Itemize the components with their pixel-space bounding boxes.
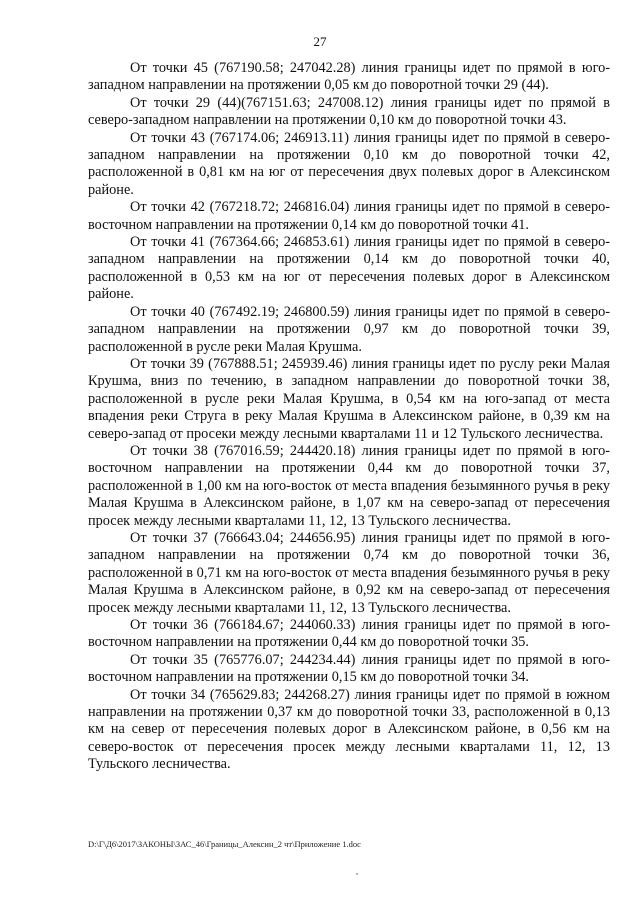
paragraph-point-35: От точки 35 (765776.07; 244234.44) линия границы идет по прямой в юго-восточном направлении на протяжении 0,15 км до поворотной точки 34. (88, 651, 610, 686)
page-number: 27 (313, 34, 327, 49)
paragraph-point-29: От точки 29 (44)(767151.63; 247008.12) линия границы идет по прямой в северо-западном направлении на протяжении 0,10 км до поворотной точки 43. (88, 94, 610, 129)
scan-speck (356, 873, 358, 875)
paragraph-point-40: От точки 40 (767492.19; 246800.59) линия границы идет по прямой в северо-западном направлении на протяжении 0,97 км до поворотной точки 39, расположенной в русле реки Малая Крушма. (88, 303, 610, 355)
paragraph-point-38: От точки 38 (767016.59; 244420.18) линия границы идет по прямой в юго-восточном направлении на протяжении 0,44 км до поворотной точки 37, расположенной в 1,00 км на юго-восток от места впадения безымянного ручья в реку Малая Крушма в Алексинском районе, в 1,07 км на северо-запад от пересечения просек между лесными кварталами 11, 12, 13 Тульского лесничества. (88, 442, 610, 529)
paragraph-point-37: От точки 37 (766643.04; 244656.95) линия границы идет по прямой в юго-западном направлении на протяжении 0,74 км до поворотной точки 36, расположенной в 0,71 км на юго-восток от места впадения безымянного ручья в реку Малая Крушма в Алексинском районе, в 0,92 км на северо-запад от пересечения просек между лесными кварталами 11, 12, 13 Тульского лесничества. (88, 529, 610, 616)
paragraph-point-39: От точки 39 (767888.51; 245939.46) линия границы идет по руслу реки Малая Крушма, вниз по течению, в западном направлении до поворотной точки 38, расположенной в русле реки Малая Крушма, в 0,54 км на юго-запад от места впадения реки Струга в реку Малая Крушма в Алексинском районе, в 0,39 км на северо-запад от просеки между лесными кварталами 11 и 12 Тульского лесничества. (88, 355, 610, 442)
paragraph-point-36: От точки 36 (766184.67; 244060.33) линия границы идет по прямой в юго-восточном направлении на протяжении 0,44 км до поворотной точки 35. (88, 617, 610, 651)
paragraph-point-41: От точки 41 (767364.66; 246853.61) линия границы идет по прямой в северо-западном направлении на протяжении 0,14 км до поворотной точки 40, расположенной в 0,53 км на юг от пересечения полевых дорог в Алексинском районе. (88, 234, 610, 303)
file-path-footer: D:\Г\Д6\2017\ЗАКОНЫ\ЗАС_46\Границы_Алексин_2 чт\Приложение 1.doc (88, 839, 361, 849)
document-body (88, 60, 610, 774)
paragraph-point-43: От точки 43 (767174.06; 246913.11) линия границы идет по прямой в северо-западном направлении на протяжении 0,10 км до поворотной точки 42, расположенной в 0,81 км на юг от пересечения двух полевых дорог в Алексинском районе. (88, 129, 610, 198)
paragraph-point-45: От точки 45 (767190.58; 247042.28) линия границы идет по прямой в юго-западном направлении на протяжении 0,05 км до поворотной точки 29 (44). (88, 60, 610, 94)
paragraph-point-34: От точки 34 (765629.83; 244268.27) линия границы идет по прямой в южном направлении на протяжении 0,37 км до поворотной точки 33, расположенной в 0,13 км на север от пересечения полевых дорог в Алексинском районе, в 0,56 км на северо-восток от пересечения просек между лесными кварталами 11, 12, 13 Тульского лесничества. (88, 686, 610, 773)
paragraph-point-42: От точки 42 (767218.72; 246816.04) линия границы идет по прямой в северо-восточном направлении на протяжении 0,14 км до поворотной точки 41. (88, 199, 610, 233)
